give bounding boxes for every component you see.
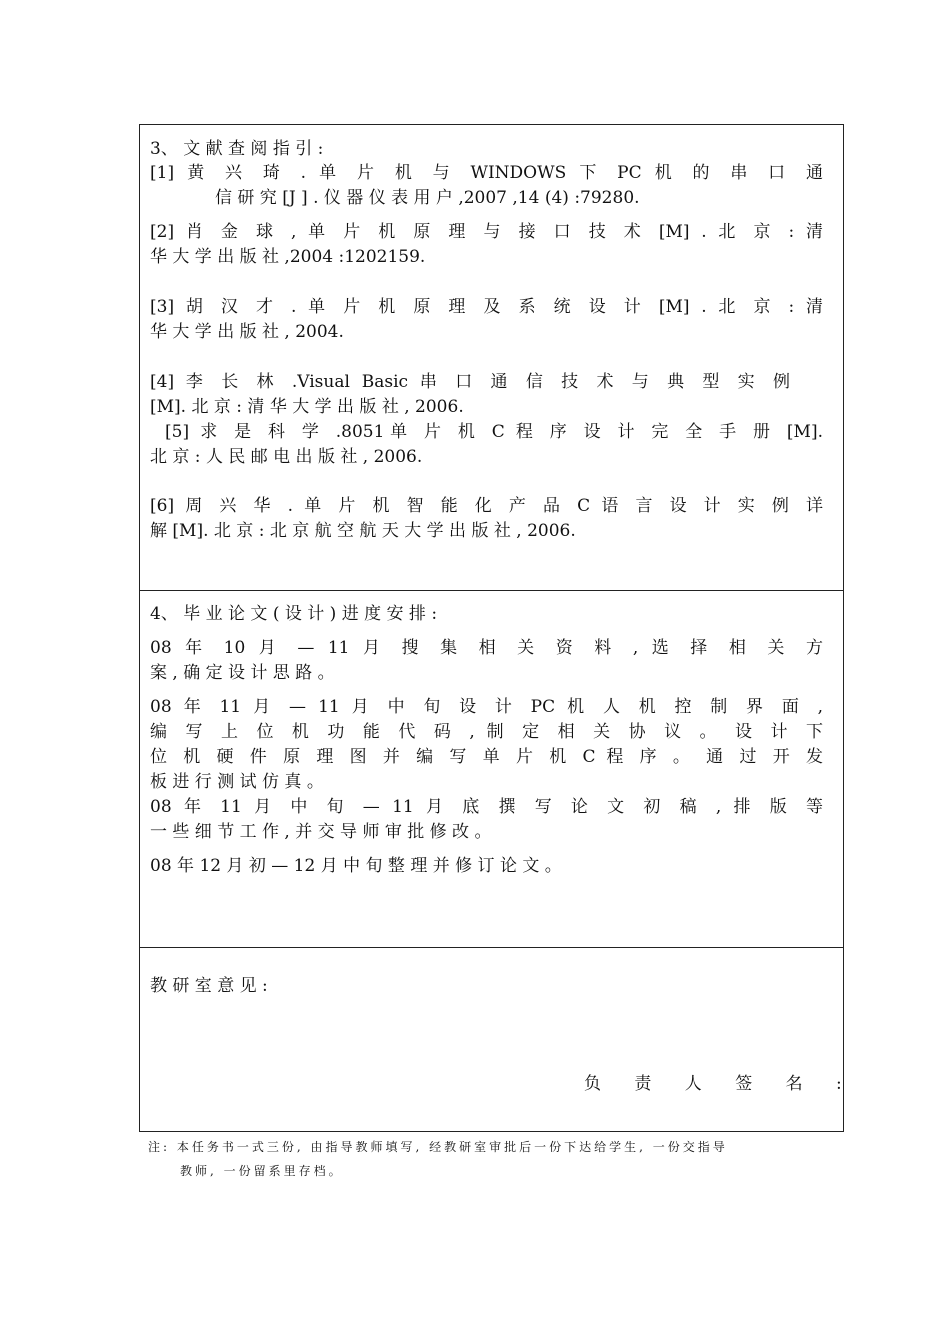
schedule-line: 案 , 确 定 设 计 思 路 。: [150, 663, 335, 683]
schedule-line: 08 年 11 月 — 11 月 中 旬 设 计 PC 机 人 机 控 制 界 面 ,: [150, 697, 823, 717]
schedule-line: 编 写 上 位 机 功 能 代 码 , 制 定 相 关 协 议 。 设 计 下: [150, 722, 823, 742]
office-opinion-label: 教 研 室 意 见 :: [150, 976, 268, 996]
schedule-section: [140, 591, 843, 948]
schedule-line: 08 年 10 月 — 11 月 搜 集 相 关 资 料 , 选 择 相 关 方: [150, 638, 823, 658]
reference-line: 华 大 学 出 版 社 ,2004 :1202159.: [150, 247, 426, 267]
schedule-line: 08 年 12 月 初 — 12 月 中 旬 整 理 并 修 订 论 文 。: [150, 856, 562, 876]
reference-line: [1] 黄 兴 琦 . 单 片 机 与 WINDOWS 下 PC 机 的 串 口 通: [150, 163, 823, 183]
signer-label: 负 责 人 签 名 :: [584, 1074, 856, 1094]
reference-line: [5] 求 是 科 学 .8051单 片 机 C 程 序 设 计 完 全 手 册 [M].: [165, 422, 823, 442]
task-form-table: [139, 124, 856, 1132]
reference-line: [3] 胡 汉 才 . 单 片 机 原 理 及 系 统 设 计 [M] . 北 京 : 清: [150, 297, 823, 317]
reference-line: [6] 周 兴 华 . 单 片 机 智 能 化 产 品 C 语 言 设 计 实 例 详: [150, 496, 823, 516]
footnote-line: 教师, 一份留系里存档。: [180, 1164, 344, 1178]
footnote-line: 注: 本任务书一式三份, 由指导教师填写, 经教研室审批后一份下达给学生, 一份交指导: [148, 1140, 728, 1154]
office-opinion-section: [140, 948, 856, 1133]
reference-line: [2] 肖 金 球 , 单 片 机 原 理 与 接 口 技 术 [M] . 北 京 : 清: [150, 222, 823, 242]
reference-line: 北 京 : 人 民 邮 电 出 版 社 , 2006.: [150, 447, 423, 467]
reference-line: 解 [M]. 北 京 : 北 京 航 空 航 天 大 学 出 版 社 , 2006.: [150, 521, 576, 541]
references-heading: 3、 文 献 查 阅 指 引 :: [150, 139, 324, 159]
schedule-heading: 4、 毕 业 论 文 ( 设 计 ) 进 度 安 排 :: [150, 604, 438, 624]
reference-line: [M]. 北 京 : 清 华 大 学 出 版 社 , 2006.: [150, 397, 464, 417]
references-section: [140, 125, 843, 591]
reference-line: 信 研 究 [J ] . 仪 器 仪 表 用 户 ,2007 ,14 (4) :79280.: [215, 188, 640, 208]
schedule-line: 位 机 硬 件 原 理 图 并 编 写 单 片 机 C 程 序 。 通 过 开 发: [150, 747, 823, 767]
schedule-line: 08 年 11 月 中 旬 — 11 月 底 撰 写 论 文 初 稿 , 排 版 等: [150, 797, 823, 817]
schedule-line: 板 进 行 测 试 仿 真 。: [150, 772, 324, 792]
reference-line: [4] 李 长 林 .Visual Basic 串 口 通 信 技 术 与 典 型 实 例: [150, 372, 790, 392]
schedule-line: 一 些 细 节 工 作 , 并 交 导 师 审 批 修 改 。: [150, 822, 492, 842]
reference-line: 华 大 学 出 版 社 , 2004.: [150, 322, 344, 342]
